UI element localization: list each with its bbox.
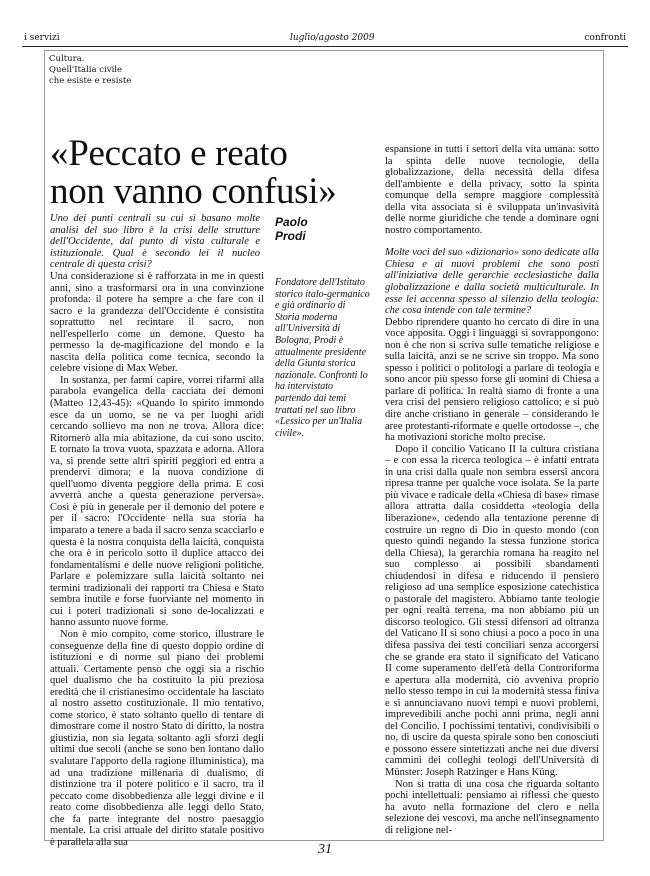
paragraph: espansione in tutti i settori della vita umana: sotto la spinta delle nuove tecnologie, della globalizzazione, della necessità della difesa dell'ambiente e della privacy, sotto la spinta comunque della sempre maggiore complessità della vita associata si è sviluppata un'invasività delle norme giuridiche che tende a dominare ogni nostro comportamento. (385, 144, 599, 236)
title-line: non vanno confusi» (50, 171, 337, 212)
page-number: 31 (318, 842, 332, 857)
magazine-name: confronti (584, 33, 626, 43)
text-column-right (385, 144, 599, 836)
interview-question: Molte voci del suo «dizionario» sono dedicate alla Chiesa e ai nuovi problemi che sono posti all'iniziativa delle gerarchie ecclesiastiche dalla globalizzazione e dalla società multiculturale. In esse lei accenna spesso al silenzio della teologia: che cosa intende con tale termine? (385, 247, 599, 317)
header-rule (22, 46, 628, 47)
paragraph: Una considerazione si è rafforzata in me in questi anni, sino a trasformarsi ora in una convinzione profonda: il potere ha sempre a che fare con il sacro e la grandezza dell'Occidente è consistita soprattutto nel recintare il sacro, non nell'espellerlo come un demone. Questo ha permesso la de-magificazione del mondo e la nascita della politica come tecnica, secondo la celebre visione di Max Weber. (50, 271, 264, 375)
author-bio: Fondatore dell'Istituto storico italo-germanico e già ordinario di Storia moderna all'Università di Bologna, Prodi è attualmente presidente della Giunta storica nazionale. Confronti lo ha intervistato partendo dai temi trattati nel suo libro «Lessico per un'Italia civile». (275, 277, 370, 439)
author-byline (275, 215, 308, 243)
running-header (22, 32, 628, 46)
paragraph: Debbo riprendere quanto ho cercato di dire in una voce apposita. Oggi i linguaggi si sovrappongono: non è che non si scriva sulle tematiche religiose e sulla laicità, anzi se ne scrive sin troppo. Ma sono spesso i politici o politologi a parlare di teologia e sono ancor più spesso forse gli uomini di Chiesa a parlare di politica. In realtà siamo di fronte a una vera crisi del pensiero religioso cattolico; e si può dire anche cristiano in generale – considerando le aree protestanti-riformate e quelle ortodosse –, che ha motivazioni storiche molto precise. (385, 316, 599, 444)
paragraph: Non è mio compito, come storico, illustrare le conseguenze della fine di questo doppio ordine di istituzioni e di norme sul piano dei problemi attuali. Certamente penso che oggi sia a rischio quel dualismo che ha costituito la più preziosa eredità che il cristianesimo occidentale ha lasciato al nostro assetto costituzionale. Il mio tentativo, come storico, è stato soltanto quello di tentare di dimostrare come il nostro Stato di diritto, la nostra giustizia, non sia legata soltanto agli sforzi degli ultimi due secoli (anche se sono ben lontano dallo svalutare l'apporto della ragione illuministica), ma ad una tradizione millenaria di dualismo, di distinzione tra il potere politico e il sacro, tra il peccato come disobbedienza alle leggi divine e il reato come disobbedienza alle leggi dello Stato, che fa parte integrante del nostro paesaggio mentale. La crisi attuale del diritto statale positivo è parallela alla sua (50, 628, 264, 848)
paragraph: Non si tratta di una cosa che riguarda soltanto pochi intellettuali: pensiamo ai riflessi che questo ha avuto nella formazione del clero e nella selezione dei vescovi, ma anche nell'insegnamento di religione nel- (385, 778, 599, 836)
issue-date: luglio/agosto 2009 (290, 33, 375, 43)
paragraph: In sostanza, per farmi capire, vorrei rifarmi alla parabola evangelica della cacciata dei demoni (Matteo 12,43-45): «Quando lo spirito immondo esce da un uomo, se ne va per luoghi aridi cercando sollievo ma non ne trova. Allora dice: Ritornerò alla mia abitazione, da cui sono uscito. E tornato la trova vuota, spazzata e adorna. Allora va, si prende sette altri spiriti peggiori ed entra a prendervi dimora; e la nuova condizione di quell'uomo diventa peggiore della prima. E così avverrà anche a questa generazione perversa». Così è più in generale per il demonio del potere e per il sacro: l'Occidente nella sua storia ha imparato a tenere a bada il sacro senza scacciarlo e questa è la nostra conquista della laicità, conquista che ora è in pericolo sotto il duplice attacco dei fondamentalismi e delle nuove religioni politiche. Parlare e polemizzare sulla laicità soltanto nei termini tradizionali dei rapporti tra Chiesa e Stato sembra inutile e forse fuorviante nel momento in cui i poteri tradizionali si sono de-localizzati e hanno assunto nuove forme. (50, 374, 264, 629)
section-label: i servizi (24, 33, 60, 43)
kicker-line: Cultura. (49, 54, 85, 64)
kicker-line: che esiste e resiste (49, 76, 132, 86)
interview-question: Uno dei punti centrali su cui si basano molte analisi del suo libro è la crisi delle strutture dell'Occidente, dal punto di vista culturale e istituzionale. Qual è secondo lei il nucleo centrale di questa crisi? (50, 213, 260, 271)
kicker (49, 54, 169, 87)
paragraph: Dopo il concilio Vaticano II la cultura cristiana – e con essa la ricerca teologica – è infatti entrata in una crisi dalla quale non sembra essersi ancora ripresa tranne per qualche voce isolata. Se la parte più vivace e radicale della «Chiesa di base» rimase allora attratta dalla cosiddetta «teologia della liberazione», cedendo alla tentazione perenne di costruire un regno di Dio in questo mondo (con questo quindi negando la stessa funzione storica della Chiesa), la gerarchia romana ha reagito nel suo complesso ai possibili sbandamenti chiudendosi in difesa e riducendo il pensiero religioso ad una semplice esposizione catechistica o pastorale del magistero. Abbiamo tante teologie per ogni realtà terrena, ma non abbiamo più un discorso teologico. Gli stessi difensori ad oltranza del Vaticano II si sono chiusi a poco a poco in una difesa passiva dei testi conciliari senza accorgersi che se grande era stato il significato del Vaticano II come superamento dell'età della Controriforma e apertura alla modernità, ciò avveniva proprio nello stesso tempo in cui la modernità stessa finiva e si annunciavano nuovi tempi e nuovi problemi, imprevedibili anche pochi anni prima, negli anni del Concilio. I pochissimi tentativi, condivisibili o no, di uscire da questa spirale sono ben conosciuti e possono essere sintetizzati anche nei due diversi cammini dei colleghi teologi dell'Università di Münster: Joseph Ratzinger e Hans Küng. (385, 443, 599, 778)
author-last-name: Prodi (275, 229, 306, 243)
article-title (50, 135, 360, 211)
text-column-left (50, 271, 264, 848)
author-first-name: Paolo (275, 215, 308, 229)
kicker-line: Quell'Italia civile (49, 65, 123, 75)
title-line: «Peccato e reato (50, 133, 288, 174)
